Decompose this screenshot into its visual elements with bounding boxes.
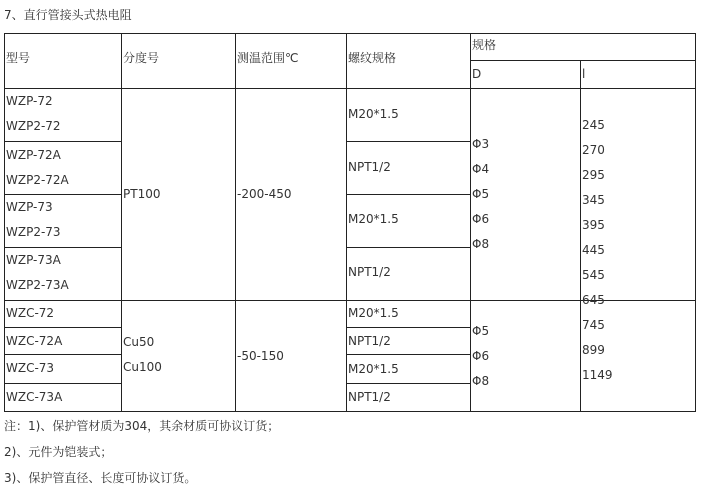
thread-cell: NPT1/2 [348,390,391,404]
graduation-cell: PT100 [123,187,161,201]
model-cell: WZP2-72 [6,119,61,133]
d-value-cell: Φ8 [472,237,490,251]
thread-cell: NPT1/2 [348,160,391,174]
table-rule [4,383,121,384]
table-rule [4,327,121,328]
d-value-cell: Φ6 [472,349,490,363]
d-value-cell: Φ5 [472,187,490,201]
l-value-cell: 645 [582,293,605,307]
header-model: 型号 [6,51,31,65]
thread-cell: NPT1/2 [348,265,391,279]
l-value-cell: 745 [582,318,605,332]
section-heading: 7、直行管接头式热电阻 [4,8,132,22]
column-rule [580,60,581,412]
table-rule [4,194,121,195]
note-3: 3)、保护管直径、长度可协议订货。 [4,471,197,485]
column-rule [470,33,471,412]
table-rule [346,194,470,195]
d-value-cell: Φ6 [472,212,490,226]
thread-cell: M20*1.5 [348,362,399,376]
table-rule [580,411,695,412]
model-cell: WZP-73 [6,200,53,214]
d-value-cell: Φ4 [472,162,490,176]
l-value-cell: 545 [582,268,605,282]
header-d: D [472,67,482,81]
table-rule [346,354,470,355]
model-cell: WZP2-73 [6,225,61,239]
model-cell: WZP-73A [6,253,61,267]
header-temp-range: 测温范围℃ [237,51,299,65]
model-cell: WZP2-72A [6,173,69,187]
l-value-cell: 445 [582,243,605,257]
column-rule [4,33,5,412]
l-value-cell: 295 [582,168,605,182]
l-value-cell: 899 [582,343,605,357]
model-cell: WZC-73A [6,390,63,404]
header-bottom-rule [4,88,695,89]
thread-cell: NPT1/2 [348,334,391,348]
header-thread: 螺纹规格 [348,51,397,65]
model-cell: WZC-72A [6,334,63,348]
temp-range-cell: -50-150 [237,349,284,363]
graduation-cell: Cu100 [123,360,162,374]
column-rule [235,33,236,412]
d-value-cell: Φ5 [472,324,490,338]
model-cell: WZC-72 [6,306,55,320]
column-rule [695,33,696,412]
graduation-cell: Cu50 [123,335,155,349]
l-value-cell: 395 [582,218,605,232]
table-top-rule [4,33,695,34]
header-spec: 规格 [472,38,497,52]
l-value-cell: 345 [582,193,605,207]
table-rule [346,247,470,248]
thread-cell: M20*1.5 [348,107,399,121]
l-value-cell: 1149 [582,368,613,382]
thread-cell: M20*1.5 [348,306,399,320]
table-rule [4,247,121,248]
model-cell: WZC-73 [6,361,55,375]
header-graduation: 分度号 [123,51,160,65]
model-cell: WZP-72A [6,148,61,162]
header-l: l [582,67,586,81]
note-2: 2)、元件为铠装式； [4,445,113,459]
model-cell: WZP2-73A [6,278,69,292]
table-rule [346,383,470,384]
model-cell: WZP-72 [6,94,53,108]
table-rule [346,327,470,328]
thread-cell: M20*1.5 [348,212,399,226]
l-value-cell: 270 [582,143,605,157]
spec-header-divider [470,60,695,61]
l-value-cell: 245 [582,118,605,132]
d-value-cell: Φ8 [472,374,490,388]
table-rule [4,354,121,355]
d-value-cell: Φ3 [472,137,490,151]
table-rule [4,141,121,142]
table-bottom-rule [4,411,580,412]
note-1: 注：1)、保护管材质为304，其余材质可协议订货； [4,419,280,433]
temp-range-cell: -200-450 [237,187,292,201]
column-rule [121,33,122,412]
table-rule [346,141,470,142]
